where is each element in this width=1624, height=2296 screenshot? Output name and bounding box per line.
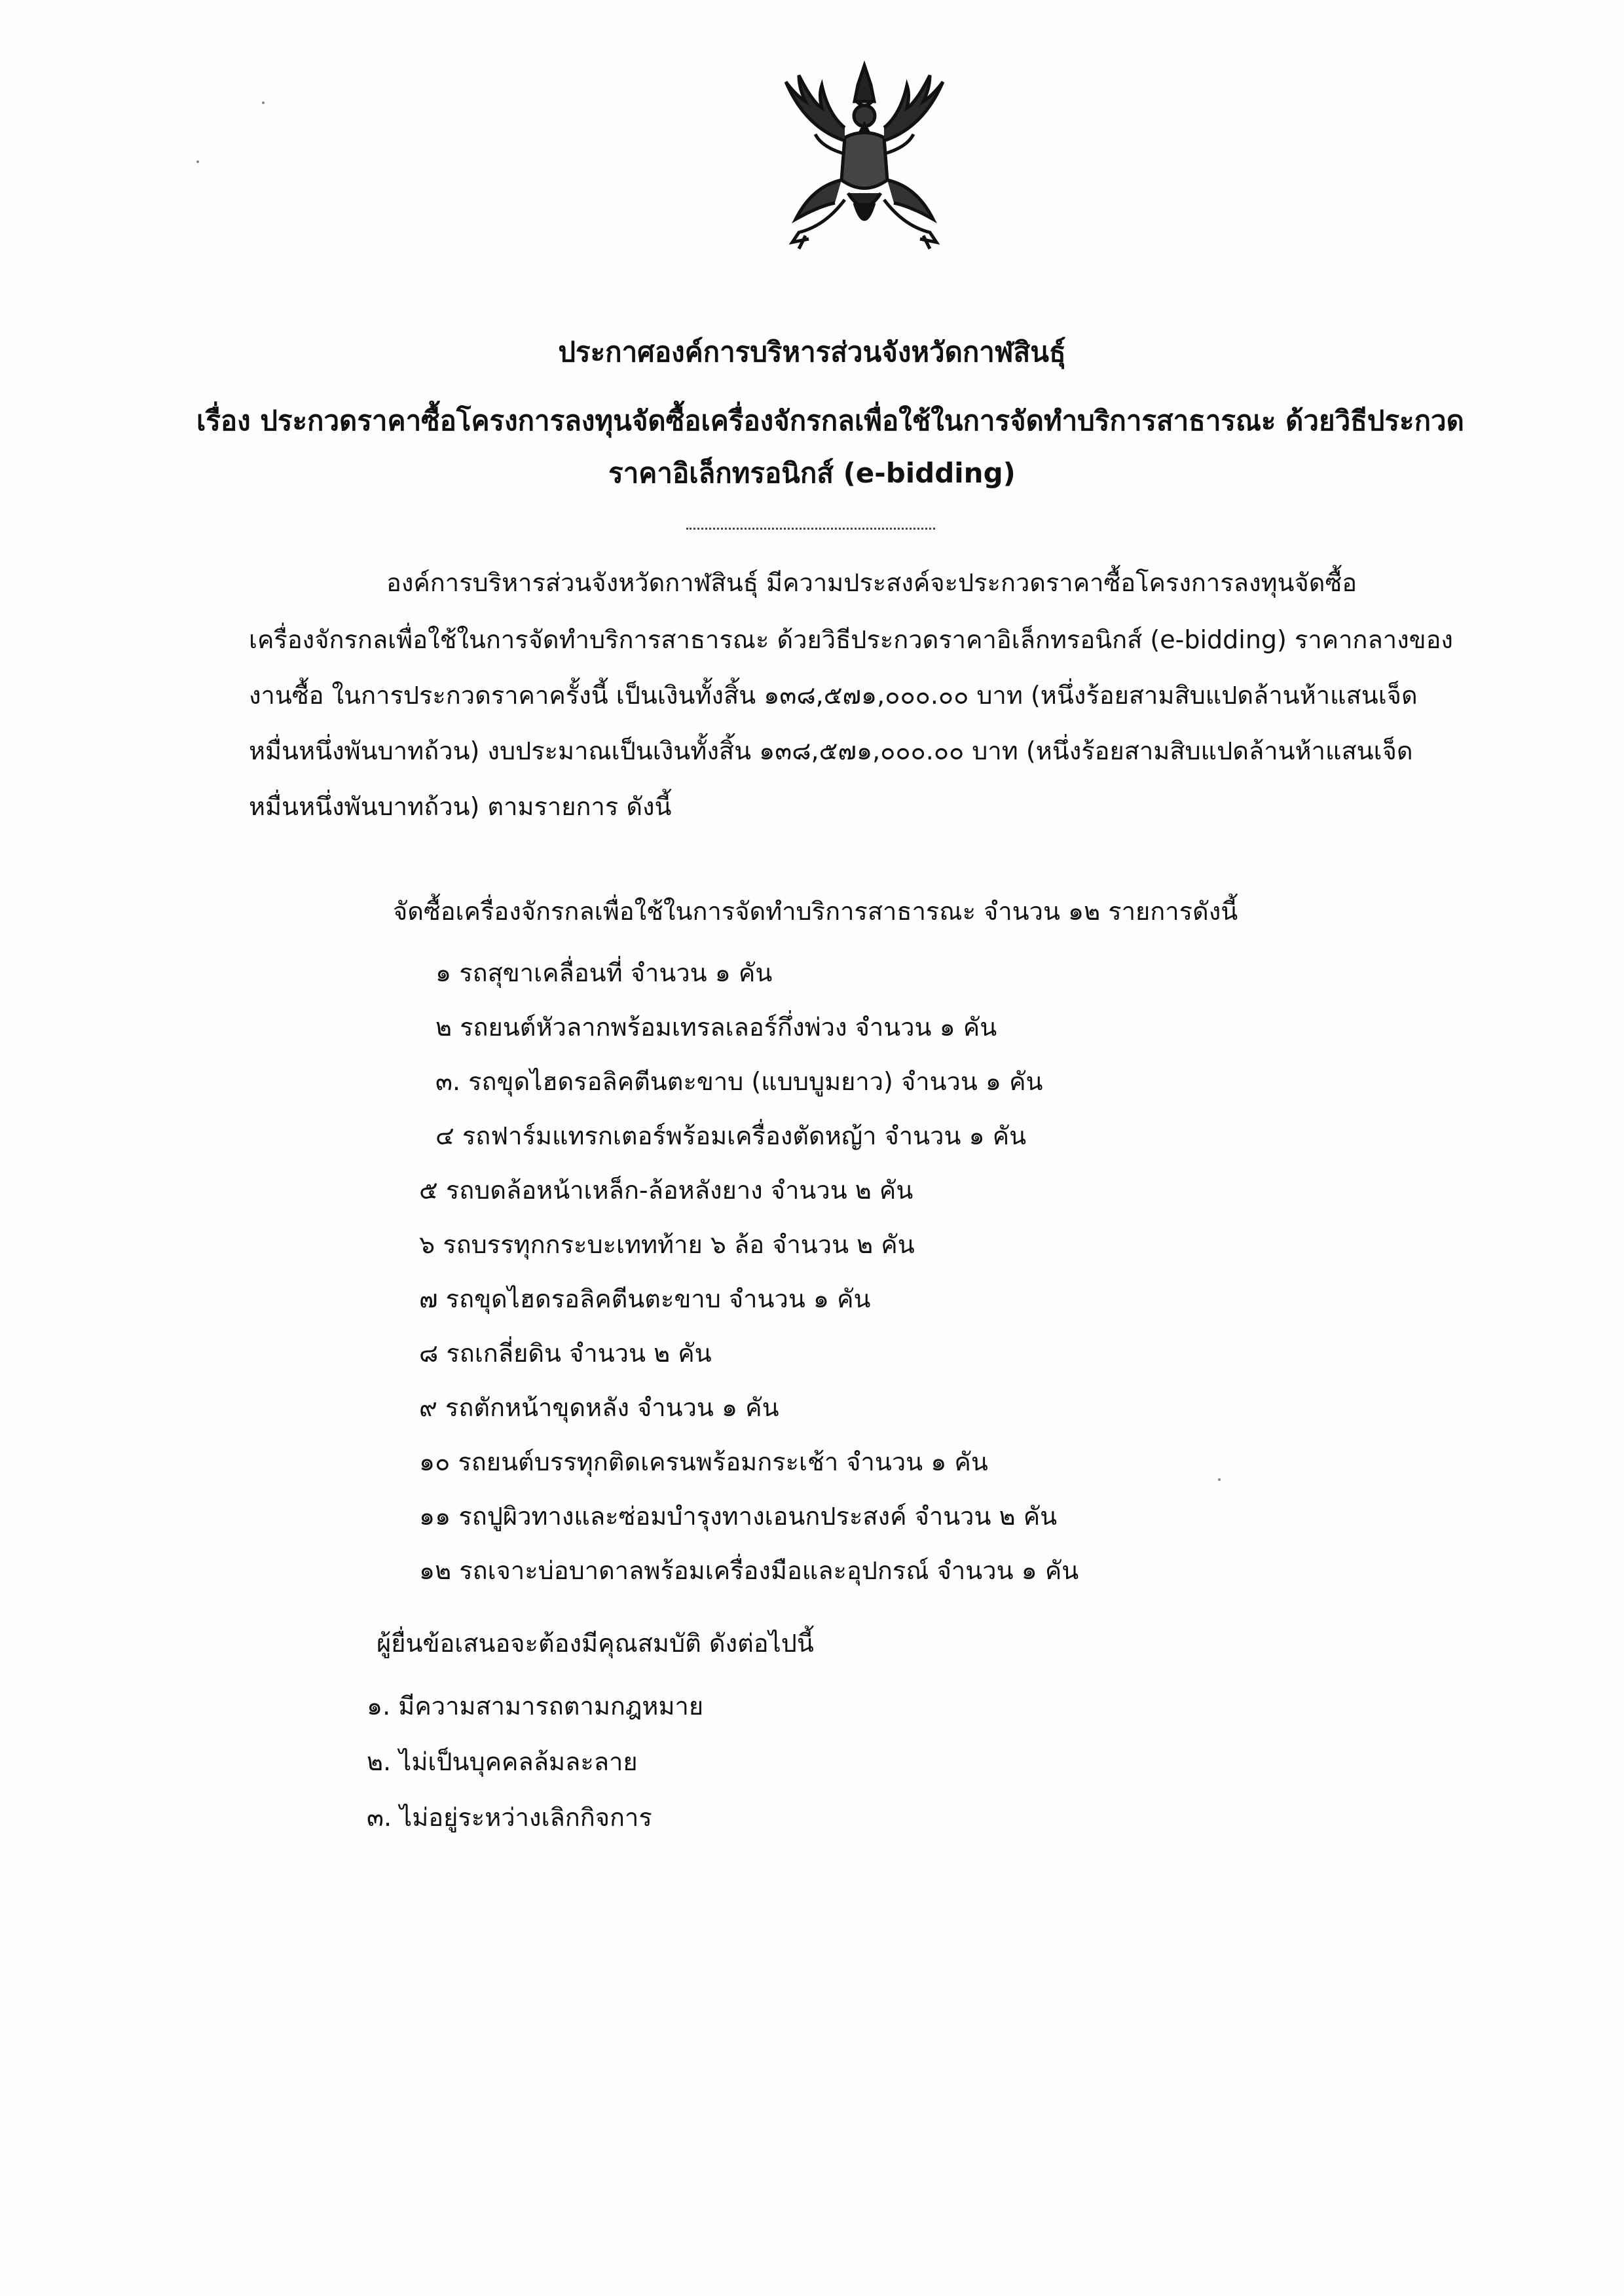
title-divider — [686, 528, 935, 530]
paragraph-line: องค์การบริหารส่วนจังหวัดกาฬสินธุ์ มีความประสงค์จะประกวดราคาซื้อโครงการลงทุนจัดซื้อ — [386, 568, 1357, 597]
garuda-emblem-icon — [760, 56, 969, 265]
paragraph-line: หมื่นหนึ่งพันบาทถ้วน) ตามรายการ ดังนี้ — [249, 792, 672, 821]
scan-speck — [196, 160, 199, 163]
qualification-item: ๒. ไม่เป็นบุคคลล้มละลาย — [367, 1747, 638, 1776]
subject-line-1: เรื่อง ประกวดราคาซื้อโครงการลงทุนจัดซื้อเครื่องจักรกลเพื่อใช้ในการจัดทำบริการสาธารณะ ด้วยวิธีประกวด — [196, 405, 1464, 437]
list-item: ๓. รถขุดไฮดรอลิคตีนตะขาบ (แบบบูมยาว) จำนวน ๑ คัน — [435, 1067, 1043, 1096]
qualification-item: ๑. มีความสามารถตามกฎหมาย — [367, 1692, 704, 1721]
list-item: ๑๑ รถปูผิวทางและซ่อมบำรุงทางเอนกประสงค์ จำนวน ๒ คัน — [419, 1502, 1058, 1531]
list-item: ๙ รถตักหน้าขุดหลัง จำนวน ๑ คัน — [419, 1393, 779, 1422]
item-list-intro: จัดซื้อเครื่องจักรกลเพื่อใช้ในการจัดทำบริการสาธารณะ จำนวน ๑๒ รายการดังนี้ — [393, 897, 1238, 926]
scan-speck — [1218, 1478, 1221, 1481]
announcement-title: ประกาศองค์การบริหารส่วนจังหวัดกาฬสินธุ์ — [558, 336, 1066, 368]
list-item: ๑๐ รถยนต์บรรทุกติดเครนพร้อมกระเช้า จำนวน ๑ คัน — [419, 1448, 988, 1476]
list-item: ๒ รถยนต์หัวลากพร้อมเทรลเลอร์กึ่งพ่วง จำนวน ๑ คัน — [435, 1013, 997, 1042]
list-item: ๑๒ รถเจาะบ่อบาดาลพร้อมเครื่องมือและอุปกรณ์ จำนวน ๑ คัน — [419, 1556, 1079, 1585]
list-item: ๘ รถเกลี่ยดิน จำนวน ๒ คัน — [419, 1339, 712, 1368]
list-item: ๔ รถฟาร์มแทรกเตอร์พร้อมเครื่องตัดหญ้า จำนวน ๑ คัน — [435, 1121, 1027, 1150]
paragraph-line: เครื่องจักรกลเพื่อใช้ในการจัดทำบริการสาธารณะ ด้วยวิธีประกวดราคาอิเล็กทรอนิกส์ (e-bidding) ราคากลางของ — [249, 625, 1453, 654]
list-item: ๗ รถขุดไฮดรอลิคตีนตะขาบ จำนวน ๑ คัน — [419, 1285, 871, 1313]
subject-line-2: ราคาอิเล็กทรอนิกส์ (e-bidding) — [608, 457, 1016, 489]
list-item: ๕ รถบดล้อหน้าเหล็ก-ล้อหลังยาง จำนวน ๒ คัน — [419, 1176, 913, 1205]
paragraph-line: งานซื้อ ในการประกวดราคาครั้งนี้ เป็นเงินทั้งสิ้น ๑๓๘,๕๗๑,๐๐๐.๐๐ บาท (หนึ่งร้อยสามสิบแปดล้านห้าแสนเจ็ด — [249, 681, 1418, 710]
list-item: ๖ รถบรรทุกกระบะเททท้าย ๖ ล้อ จำนวน ๒ คัน — [419, 1230, 915, 1259]
qualification-item: ๓. ไม่อยู่ระหว่างเลิกกิจการ — [367, 1803, 652, 1832]
scan-speck — [262, 101, 265, 104]
qualification-intro: ผู้ยื่นข้อเสนอจะต้องมีคุณสมบัติ ดังต่อไปนี้ — [377, 1629, 814, 1658]
paragraph-line: หมื่นหนึ่งพันบาทถ้วน) งบประมาณเป็นเงินทั้งสิ้น ๑๓๘,๕๗๑,๐๐๐.๐๐ บาท (หนึ่งร้อยสามสิบแปดล้านห้าแสนเจ็ด — [249, 737, 1413, 765]
list-item: ๑ รถสุขาเคลื่อนที่ จำนวน ๑ คัน — [435, 958, 773, 987]
